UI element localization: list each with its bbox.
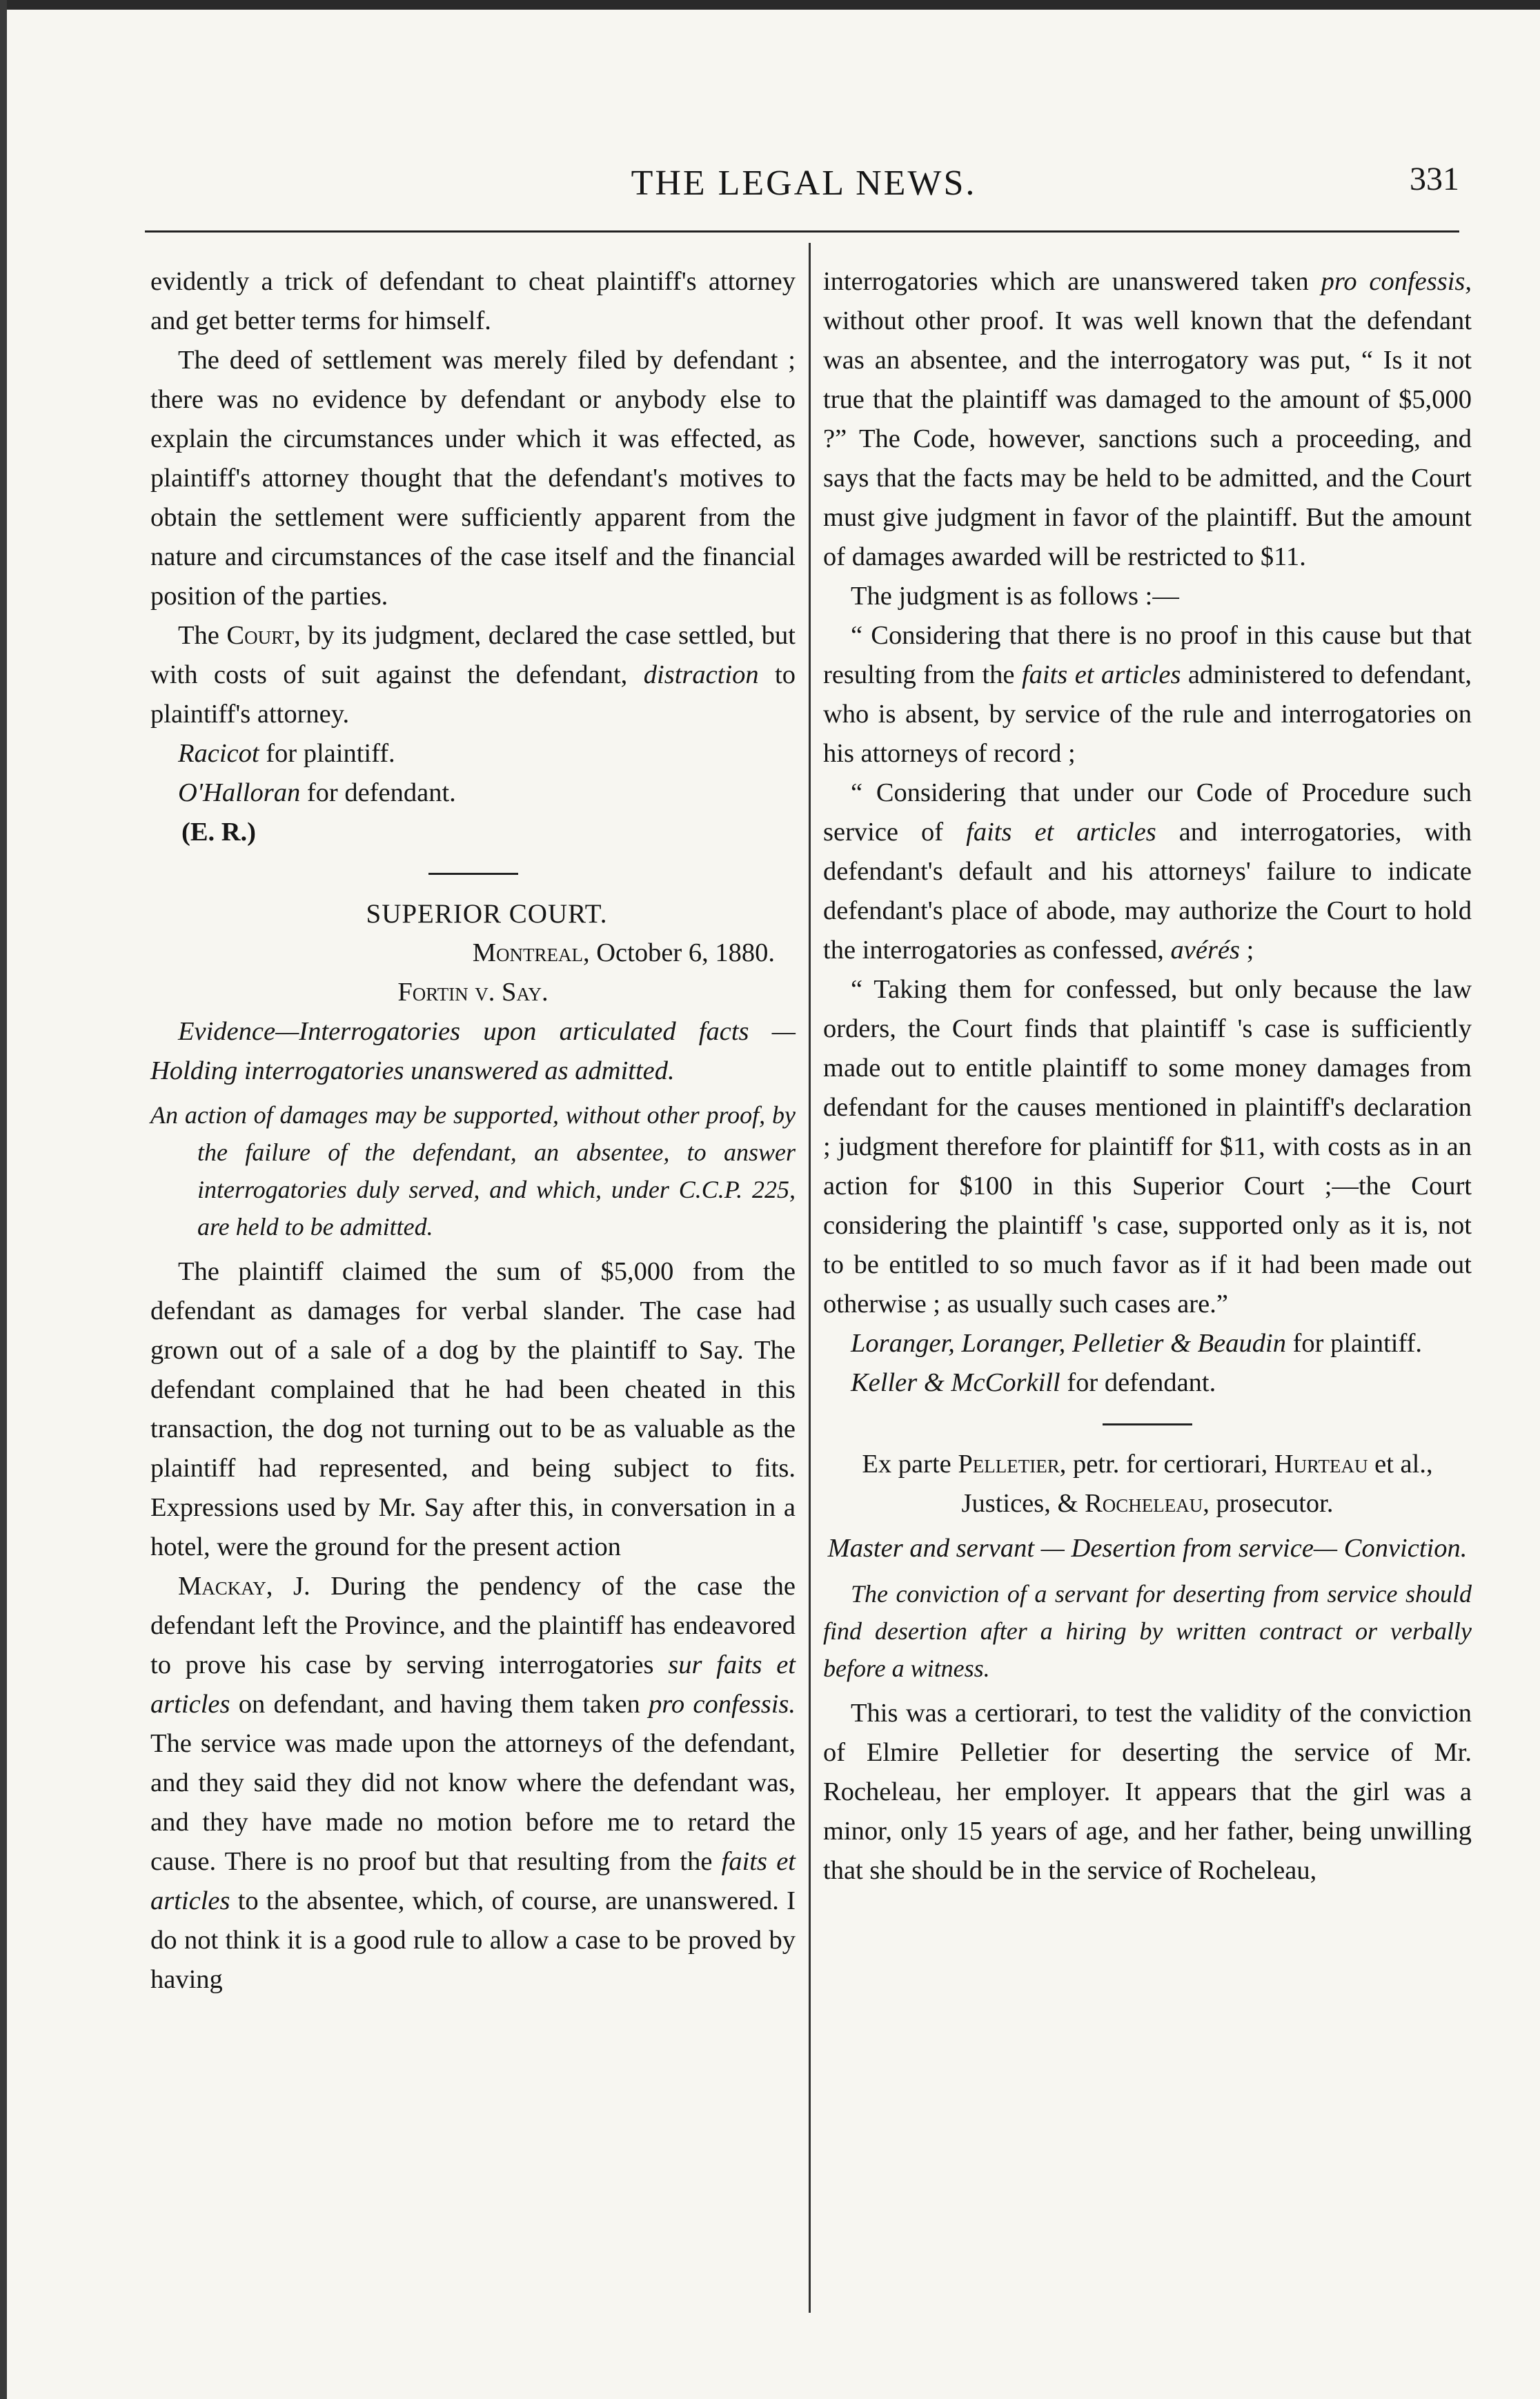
running-title: THE LEGAL NEWS. — [631, 164, 977, 203]
page-header — [148, 150, 1459, 213]
paragraph: This was a certiorari, to test the validity of the conviction of Elmire Pelletier for deserting the service of Mr. Rocheleau, her employer. It appears that the girl was a minor, only 15 years of age, and her father, being unwilling that she should be in the service of Rocheleau, — [823, 1699, 1472, 1885]
paragraph: The Court, by its judgment, declared the case settled, but with costs of suit against the defendant, distraction to plaintiff's attorney. — [150, 621, 796, 729]
reporter-initials: (E. R.) — [181, 818, 256, 847]
page-binding-edge — [0, 0, 7, 2399]
column-divider — [809, 243, 811, 2313]
court-heading: SUPERIOR COURT. — [366, 899, 608, 929]
section-divider — [428, 873, 518, 875]
case-title: Fortin v. Say. — [397, 978, 549, 1007]
section-divider — [1103, 1423, 1192, 1425]
counsel-line: O'Halloran for defendant. — [178, 778, 456, 807]
paragraph: The plaintiff claimed the sum of $5,000 from the defendant as damages for verbal slander. The case had grown out of a sale of a dog by the plaintiff to Say. The defendant complained that he had been cheated in this transaction, the dog not turning out to be as valuable as the plaintiff had represented, and being subject to fits. Expressions used by Mr. Say after this, in conversation in a hotel, were the ground for the present action — [150, 1257, 796, 1561]
header-rule — [145, 230, 1459, 233]
headnote: The conviction of a servant for deserting from service should find desertion after a hiring by written contract or verbally before a witness. — [823, 1580, 1472, 1682]
syllabus: Master and servant — Desertion from service— Conviction. — [827, 1534, 1468, 1563]
paragraph: The judgment is as follows :— — [851, 582, 1179, 611]
case-title: Ex parte Pelletier, petr. for certiorari, Hurteau et al., Justices, & Rocheleau, prosecutor. — [862, 1450, 1433, 1518]
paragraph: “ Considering that under our Code of Procedure such service of faits et articles and interrogatories, with defendant's default and his attorneys' failure to indicate defendant's place of abode, may authorize the Court to hold the interrogatories as confessed, avérés ; — [823, 778, 1472, 965]
page-number: 331 — [1410, 161, 1459, 197]
paragraph: interrogatories which are unanswered taken pro confessis, without other proof. It was well known that the defendant was an absentee, and the interrogatory was put, “ Is it not true that the plaintiff was damaged to the amount of $5,000 ?” The Code, however, sanctions such a proceeding, and says that the facts may be held to be admitted, and the Court must give judgment in favor of the plaintiff. But the amount of damages awarded will be restricted to $11. — [823, 267, 1472, 571]
paragraph: Mackay, J. During the pendency of the case the defendant left the Province, and the plaintiff has endeavored to prove his case by serving interrogatories sur faits et articles on defendant, and having them taken pro confessis. The service was made upon the attorneys of the defendant, and they said they did not know where the defendant was, and they have made no motion before me to retard the cause. There is no proof but that resulting from the faits et articles to the absentee, which, of course, are unanswered. I do not think it is a good rule to allow a case to be proved by having — [150, 1572, 796, 1994]
headnote: An action of damages may be supported, without other proof, by the failure of the defendant, an absentee, to answer interrogatories duly served, and which, under C.C.P. 225, are held to be admitted. — [150, 1101, 796, 1241]
left-column — [150, 262, 796, 2000]
counsel-line: Loranger, Loranger, Pelletier & Beaudin for plaintiff. — [851, 1329, 1423, 1358]
counsel-line: Racicot for plaintiff. — [178, 739, 395, 768]
counsel-line: Keller & McCorkill for defendant. — [851, 1368, 1216, 1397]
judge-name: Mackay, J. — [178, 1572, 310, 1601]
paragraph: “ Considering that there is no proof in this cause but that resulting from the faits et articles administered to defendant, who is absent, by service of the rule and interrogatories on his attorneys of record ; — [823, 621, 1472, 768]
page-top-edge — [0, 0, 1540, 10]
paragraph: evidently a trick of defendant to cheat plaintiff's attorney and get better terms for himself. — [150, 267, 796, 335]
paragraph: The deed of settlement was merely filed by defendant ; there was no evidence by defendant or anybody else to explain the circumstances under which it was effected, as plaintiff's attorney thought that the defendant's motives to obtain the settlement were sufficiently apparent from the nature and circumstances of the case itself and the financial position of the parties. — [150, 346, 796, 611]
syllabus: Evidence—Interrogatories upon articulated facts —Holding interrogatories unanswered as admitted. — [150, 1017, 796, 1085]
dateline: Montreal, October 6, 1880. — [472, 938, 775, 967]
court-name: Court — [226, 621, 294, 650]
right-column — [823, 262, 1472, 1890]
paragraph: “ Taking them for confessed, but only because the law orders, the Court finds that plaintiff 's case is sufficiently made out to entitle plaintiff to some money damages from defendant for the causes mentioned in plaintiff's declaration ; judgment therefore for plaintiff for $11, with costs as in an action for $100 in this Superior Court ;—the Court considering the plaintiff 's case, supported only as it is, not to be entitled to so much favor as if it had been made out otherwise ; as usually such cases are.” — [823, 975, 1472, 1319]
